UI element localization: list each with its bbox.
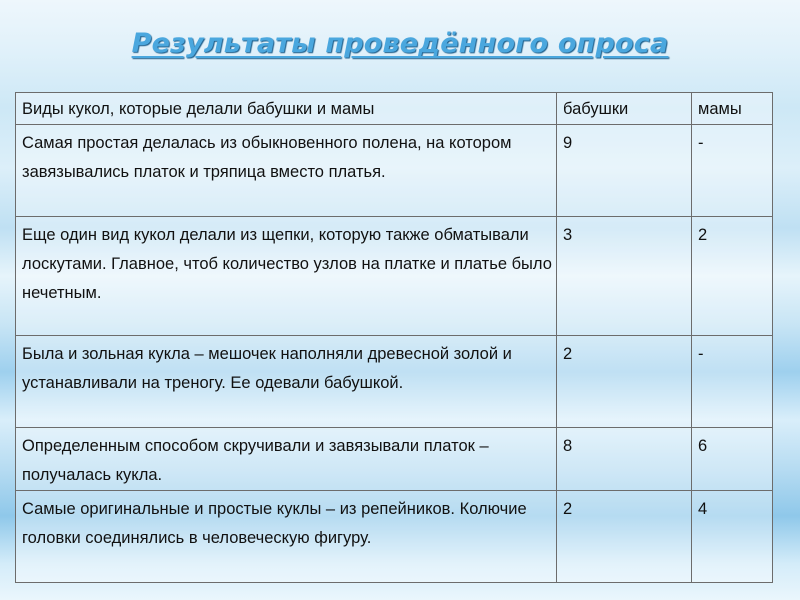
row-description: Была и зольная кукла – мешочек наполняли древесной золой и устанавливали на треногу. Ее одевали бабушкой. [16,336,557,428]
row-grandmas-count: 2 [557,336,692,428]
row-moms-count: 2 [692,217,773,336]
table-row [16,491,773,583]
table-row [16,217,773,336]
row-grandmas-count: 2 [557,491,692,583]
survey-results-table [15,92,773,583]
row-description: Самая простая делалась из обыкновенного полена, на котором завязывались платок и тряпица вместо платья. [16,125,557,217]
row-description: Еще один вид кукол делали из щепки, которую также обматывали лоскутами. Главное, чтоб количество узлов на платке и платье было нечетным. [16,217,557,336]
row-moms-count: 6 [692,428,773,491]
table-row [16,125,773,217]
row-moms-count: - [692,125,773,217]
row-description: Определенным способом скручивали и завязывали платок – получалась кукла. [16,428,557,491]
row-grandmas-count: 8 [557,428,692,491]
row-moms-count: - [692,336,773,428]
table-row [16,336,773,428]
slide-title: Результаты проведённого опроса [131,28,669,59]
header-doll-types: Виды кукол, которые делали бабушки и мамы [16,93,557,125]
row-moms-count: 4 [692,491,773,583]
row-grandmas-count: 3 [557,217,692,336]
header-grandmas: бабушки [557,93,692,125]
row-description: Самые оригинальные и простые куклы – из репейников. Колючие головки соединялись в человеческую фигуру. [16,491,557,583]
table-row [16,428,773,491]
header-moms: мамы [692,93,773,125]
table-header-row [16,93,773,125]
row-grandmas-count: 9 [557,125,692,217]
